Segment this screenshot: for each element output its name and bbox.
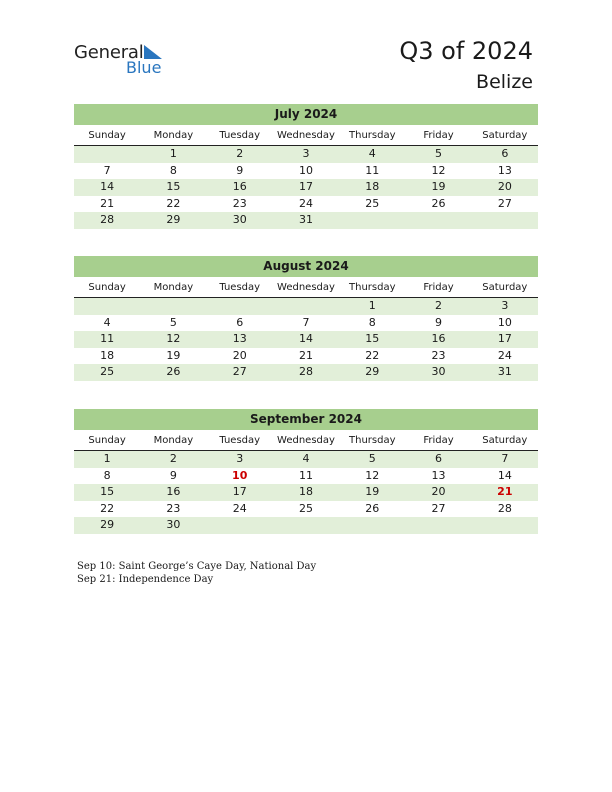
day-cell: 24 [298, 196, 313, 210]
day-cell: 22 [365, 348, 380, 362]
day-cell: 5 [368, 452, 376, 465]
weekday-label: Thursday [349, 282, 396, 293]
day-cell: 12 [166, 332, 181, 345]
weekday-header-row [74, 128, 538, 146]
day-cell [207, 517, 273, 534]
day-cell: 10 [497, 315, 512, 329]
day-cell: 15 [166, 180, 181, 193]
day-cell: 30 [431, 365, 446, 378]
day-cell: 6 [435, 452, 443, 465]
week-row [74, 315, 538, 332]
day-cell: 9 [435, 315, 443, 329]
week-row [74, 364, 538, 381]
weekday-label: Tuesday [219, 282, 261, 293]
general-blue-logo [74, 42, 184, 78]
day-cell: 21 [100, 196, 115, 210]
day-cell: 4 [103, 315, 111, 329]
day-cell: 29 [100, 518, 115, 531]
day-cell: 9 [169, 468, 177, 482]
week-row [74, 212, 538, 229]
day-cell: 14 [298, 332, 313, 345]
day-cell: 12 [431, 163, 446, 177]
day-cell: 2 [169, 452, 177, 465]
day-cell [273, 298, 339, 315]
day-cell: 2 [236, 147, 244, 160]
week-row [74, 163, 538, 180]
day-cell: 4 [302, 452, 310, 465]
weekday-label: Monday [153, 435, 194, 446]
weekday-label: Wednesday [277, 282, 335, 293]
day-cell: 20 [232, 348, 247, 362]
day-cell: 14 [497, 468, 512, 482]
day-cell: 28 [298, 365, 313, 378]
day-cell: 7 [501, 452, 509, 465]
weekday-label: Wednesday [277, 130, 335, 141]
weekday-label: Saturday [482, 282, 528, 293]
weekday-label: Tuesday [219, 130, 261, 141]
day-cell: 5 [169, 315, 177, 329]
week-row [74, 517, 538, 534]
day-cell: 19 [365, 485, 380, 498]
day-cell: 16 [166, 485, 181, 498]
day-cell: 20 [497, 180, 512, 193]
day-cell: 18 [298, 485, 313, 498]
day-cell: 8 [169, 163, 177, 177]
day-cell: 31 [298, 213, 313, 226]
day-cell: 13 [431, 468, 446, 482]
day-cell: 16 [431, 332, 446, 345]
weekday-label: Wednesday [277, 435, 335, 446]
day-cell: 8 [368, 315, 376, 329]
day-cell: 19 [166, 348, 181, 362]
month-title: July 2024 [74, 104, 538, 125]
day-cell: 21 [298, 348, 313, 362]
week-row [74, 501, 538, 518]
day-cell: 1 [103, 452, 111, 465]
day-cell: 1 [368, 299, 376, 312]
day-cell: 13 [232, 332, 247, 345]
day-cell: 24 [497, 348, 512, 362]
day-cell: 25 [100, 365, 115, 378]
weekday-label: Sunday [88, 435, 126, 446]
day-cell: 27 [497, 196, 512, 210]
day-cell [207, 298, 273, 315]
day-cell: 23 [431, 348, 446, 362]
month-calendar [74, 256, 538, 381]
day-cell: 29 [166, 213, 181, 226]
holiday-note: Sep 10: Saint George’s Caye Day, National Day [77, 561, 317, 572]
weekday-label: Friday [423, 282, 454, 293]
day-cell: 7 [302, 315, 310, 329]
day-cell: 11 [100, 332, 115, 345]
day-cell: 9 [236, 163, 244, 177]
day-cell: 26 [166, 365, 181, 378]
weekday-label: Saturday [482, 130, 528, 141]
day-cell: 10 [298, 163, 313, 177]
day-cell: 22 [166, 196, 181, 210]
month-title: August 2024 [74, 256, 538, 277]
weekday-label: Monday [153, 282, 194, 293]
day-cell: 23 [232, 196, 247, 210]
day-cell: 30 [232, 213, 247, 226]
week-row [74, 196, 538, 213]
day-cell [472, 212, 538, 229]
day-cell: 25 [298, 501, 313, 515]
month-title: September 2024 [74, 409, 538, 430]
day-cell: 14 [100, 180, 115, 193]
week-row [74, 146, 538, 163]
day-cell: 20 [431, 485, 446, 498]
day-cell [472, 517, 538, 534]
day-cell: 24 [232, 501, 247, 515]
day-cell: 27 [431, 501, 446, 515]
day-cell [405, 212, 471, 229]
day-cell: 3 [302, 147, 310, 160]
day-cell: 15 [100, 485, 115, 498]
day-cell: 8 [103, 468, 111, 482]
logo-blue-text: Blue [126, 58, 162, 77]
day-cell: 4 [368, 147, 376, 160]
week-row [74, 298, 538, 315]
day-cell: 17 [232, 485, 247, 498]
day-cell: 22 [100, 501, 115, 515]
day-cell [74, 298, 140, 315]
day-cell: 7 [103, 163, 111, 177]
weekday-label: Friday [423, 435, 454, 446]
weekday-header-row [74, 280, 538, 298]
day-cell: 31 [497, 365, 512, 378]
day-cell [140, 298, 206, 315]
day-cell: 23 [166, 501, 181, 515]
day-cell: 17 [497, 332, 512, 345]
weekday-label: Tuesday [219, 435, 261, 446]
logo-general-text: General [74, 42, 144, 63]
weekday-label: Thursday [349, 130, 396, 141]
week-row [74, 179, 538, 196]
day-cell: 18 [365, 180, 380, 193]
day-cell: 27 [232, 365, 247, 378]
day-cell: 1 [169, 147, 177, 160]
day-cell: 25 [365, 196, 380, 210]
day-cell: 3 [501, 299, 509, 312]
weekday-label: Saturday [482, 435, 528, 446]
weekday-label: Monday [153, 130, 194, 141]
month-calendar [74, 104, 538, 229]
weekday-label: Sunday [88, 130, 126, 141]
day-cell: 13 [497, 163, 512, 177]
weekday-header-row [74, 433, 538, 451]
weekday-label: Sunday [88, 282, 126, 293]
day-cell: 3 [236, 452, 244, 465]
holiday-day-cell: 21 [497, 485, 513, 498]
weekday-label: Thursday [349, 435, 396, 446]
weekday-label: Friday [423, 130, 454, 141]
page-title: Q3 of 2024 [399, 37, 533, 65]
day-cell [273, 517, 339, 534]
holiday-day-cell: 10 [232, 468, 248, 482]
day-cell: 29 [365, 365, 380, 378]
day-cell: 26 [365, 501, 380, 515]
day-cell: 15 [365, 332, 380, 345]
week-row [74, 331, 538, 348]
day-cell [74, 146, 140, 163]
day-cell: 28 [100, 213, 115, 226]
day-cell: 6 [501, 147, 509, 160]
day-cell [405, 517, 471, 534]
day-cell [339, 517, 405, 534]
day-cell: 11 [298, 468, 313, 482]
day-cell: 26 [431, 196, 446, 210]
holiday-note: Sep 21: Independence Day [77, 574, 214, 585]
day-cell: 18 [100, 348, 115, 362]
country-name: Belize [476, 71, 533, 93]
holiday-notes [77, 560, 316, 586]
day-cell: 19 [431, 180, 446, 193]
week-row [74, 468, 538, 485]
day-cell: 12 [365, 468, 380, 482]
day-cell: 30 [166, 518, 181, 531]
day-cell: 28 [497, 501, 512, 515]
day-cell: 11 [365, 163, 380, 177]
month-calendar [74, 409, 538, 534]
week-row [74, 484, 538, 501]
day-cell: 5 [435, 147, 443, 160]
day-cell: 17 [298, 180, 313, 193]
week-row [74, 451, 538, 468]
day-cell: 2 [435, 299, 443, 312]
day-cell [339, 212, 405, 229]
week-row [74, 348, 538, 365]
day-cell: 16 [232, 180, 247, 193]
day-cell: 6 [236, 315, 244, 329]
